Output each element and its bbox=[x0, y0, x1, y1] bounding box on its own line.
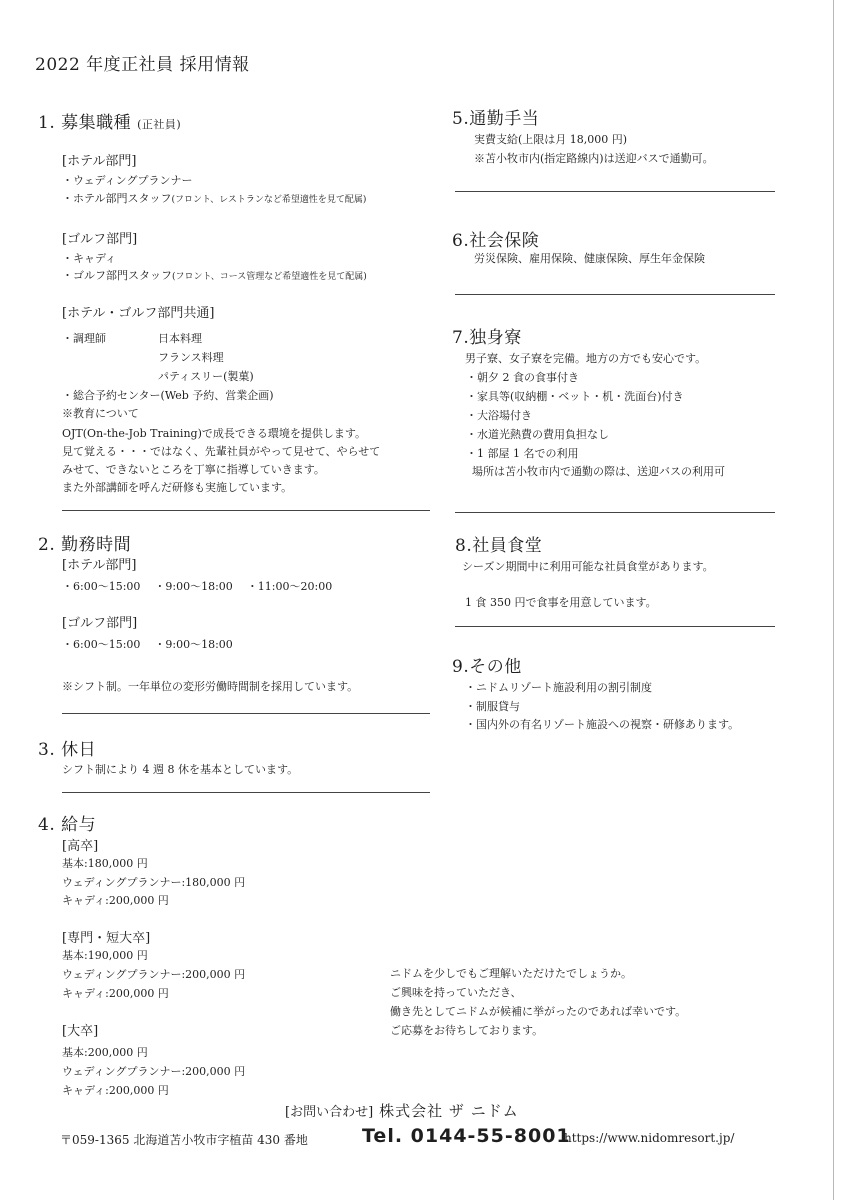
salary-group-head: [大卒] bbox=[62, 1024, 99, 1039]
divider bbox=[62, 713, 430, 714]
section-4-title: 4. 給与 bbox=[38, 815, 97, 835]
other-item: ・ニドムリゾート施設利用の割引制度 bbox=[465, 681, 652, 694]
golf-item-1: ・キャディ bbox=[62, 252, 117, 265]
dorm-item: ・1 部屋 1 名での利用 bbox=[466, 447, 579, 460]
education-line-1: OJT(On-the-Job Training)で成長できる環境を提供します。 bbox=[62, 427, 366, 440]
hotel-item-1: ・ウェディングプランナー bbox=[62, 174, 193, 187]
salary-line: キャディ:200,000 円 bbox=[62, 1084, 169, 1097]
section-3-title: 3. 休日 bbox=[38, 740, 97, 760]
company-name: 株式会社 ザ ニドム bbox=[379, 1102, 519, 1120]
common-dept-head: [ホテル・ゴルフ部門共通] bbox=[62, 306, 215, 321]
salary-group-head: [専門・短大卒] bbox=[62, 931, 151, 946]
divider bbox=[62, 510, 430, 511]
golf-shift-1: ・6:00〜15:00 bbox=[62, 638, 141, 651]
section-1-title: 1. 募集職種 bbox=[38, 113, 132, 133]
footer-address: 〒059-1365 北海道苫小牧市字植苗 430 番地 bbox=[60, 1133, 308, 1147]
salary-line: 基本:190,000 円 bbox=[62, 949, 148, 962]
cafeteria-line-1: シーズン期間中に利用可能な社員食堂があります。 bbox=[462, 560, 714, 573]
salary-group-head: [高卒] bbox=[62, 839, 99, 854]
salary-line: 基本:200,000 円 bbox=[62, 1046, 148, 1059]
closing-line-3: 働き先としてニドムが候補に挙がったのであれば幸いです。 bbox=[390, 1005, 687, 1018]
section-9-title: 9.その他 bbox=[452, 657, 522, 677]
closing-line-4: ご応募をお待ちしております。 bbox=[390, 1024, 544, 1037]
section-8-title: 8.社員食堂 bbox=[455, 536, 543, 556]
footer-url[interactable]: https://www.nidomresort.jp/ bbox=[564, 1131, 735, 1145]
salary-line: 基本:180,000 円 bbox=[62, 857, 148, 870]
hotel-hours-head: [ホテル部門] bbox=[62, 558, 137, 573]
section-2-title: 2. 勤務時間 bbox=[38, 535, 132, 555]
golf-item-2-note: (フロント、コース管理など希望適性を見て配属) bbox=[172, 272, 367, 282]
education-line-4: また外部講師を呼んだ研修も実施しています。 bbox=[62, 481, 293, 494]
education-line-3: みせて、できないところを丁寧に指導していきます。 bbox=[62, 463, 325, 476]
section-1-note: (正社員) bbox=[137, 118, 182, 131]
hotel-shifts bbox=[62, 578, 346, 594]
footer-tel[interactable]: Tel. 0144-55-8001 bbox=[362, 1125, 571, 1147]
divider bbox=[455, 294, 775, 295]
contact-block bbox=[285, 1100, 519, 1121]
commute-line-1: 実費支給(上限は月 18,000 円) bbox=[474, 133, 628, 146]
dorm-item: ・朝夕 2 食の食事付き bbox=[466, 371, 579, 384]
chef-type-1: 日本料理 bbox=[158, 332, 202, 345]
dorm-tail: 場所は苫小牧市内で通勤の際は、送迎バスの利用可 bbox=[472, 465, 725, 478]
golf-shift-2: ・9:00〜18:00 bbox=[154, 638, 233, 651]
dorm-item: ・家具等(収納棚・ベット・机・洗面台)付き bbox=[466, 390, 684, 403]
section-1-heading bbox=[38, 108, 181, 133]
page-edge-line bbox=[833, 0, 834, 1200]
golf-item-2-label: ・ゴルフ部門スタッフ bbox=[62, 269, 172, 282]
section-6-title: 6.社会保険 bbox=[452, 231, 540, 251]
salary-line: キャディ:200,000 円 bbox=[62, 987, 169, 1000]
section-5-title: 5.通勤手当 bbox=[452, 109, 540, 129]
holiday-text: シフト制により 4 週 8 休を基本としています。 bbox=[62, 763, 299, 776]
dorm-intro: 男子寮、女子寮を完備。地方の方でも安心です。 bbox=[465, 352, 707, 365]
section-7-title: 7.独身寮 bbox=[452, 328, 522, 348]
dorm-item: ・大浴場付き bbox=[466, 409, 532, 422]
salary-line: ウェディングプランナー:180,000 円 bbox=[62, 876, 246, 889]
golf-hours-head: [ゴルフ部門] bbox=[62, 616, 138, 631]
document-title: 2022 年度正社員 採用情報 bbox=[35, 55, 250, 75]
salary-line: キャディ:200,000 円 bbox=[62, 894, 169, 907]
golf-item-2 bbox=[62, 267, 367, 286]
hotel-shift-2: ・9:00〜18:00 bbox=[154, 580, 233, 593]
reservation-center: ・総合予約センター(Web 予約、営業企画) bbox=[62, 389, 274, 402]
divider bbox=[455, 191, 775, 192]
golf-shifts bbox=[62, 636, 247, 652]
insurance-text: 労災保険、雇用保険、健康保険、厚生年金保険 bbox=[474, 252, 705, 265]
divider bbox=[455, 626, 775, 627]
hotel-item-2-label: ・ホテル部門スタッフ bbox=[62, 192, 172, 205]
hotel-dept-head: [ホテル部門] bbox=[62, 154, 137, 169]
shift-note: ※シフト制。一年単位の変形労働時間制を採用しています。 bbox=[62, 680, 359, 693]
salary-line: ウェディングプランナー:200,000 円 bbox=[62, 968, 246, 981]
education-line-2: 見て覚える・・・ではなく、先輩社員がやって見せて、やらせて bbox=[62, 445, 381, 458]
commute-line-2: ※苫小牧市内(指定路線内)は送迎バスで通勤可。 bbox=[474, 152, 714, 165]
other-item: ・国内外の有名リゾート施設への視察・研修あります。 bbox=[465, 718, 740, 731]
hotel-item-2 bbox=[62, 190, 366, 209]
golf-dept-head: [ゴルフ部門] bbox=[62, 232, 138, 247]
salary-line: ウェディングプランナー:200,000 円 bbox=[62, 1065, 246, 1078]
closing-line-1: ニドムを少しでもご理解いただけたでしょうか。 bbox=[390, 967, 632, 980]
chef-type-3: パティスリー(製菓) bbox=[158, 370, 254, 383]
chef-label: ・調理師 bbox=[62, 332, 106, 345]
dorm-item: ・水道光熱費の費用負担なし bbox=[466, 428, 609, 441]
education-head: ※教育について bbox=[62, 407, 139, 420]
cafeteria-line-2: 1 食 350 円で食事を用意しています。 bbox=[465, 596, 657, 609]
divider bbox=[455, 512, 775, 513]
closing-line-2: ご興味を持っていただき、 bbox=[390, 986, 522, 999]
hotel-shift-3: ・11:00〜20:00 bbox=[246, 580, 333, 593]
hotel-shift-1: ・6:00〜15:00 bbox=[62, 580, 141, 593]
contact-label: [お問い合わせ] bbox=[285, 1105, 374, 1120]
other-item: ・制服貸与 bbox=[465, 700, 520, 713]
divider bbox=[62, 792, 430, 793]
chef-type-2: フランス料理 bbox=[158, 351, 224, 364]
hotel-item-2-note: (フロント、レストランなど希望適性を見て配属) bbox=[171, 195, 367, 205]
